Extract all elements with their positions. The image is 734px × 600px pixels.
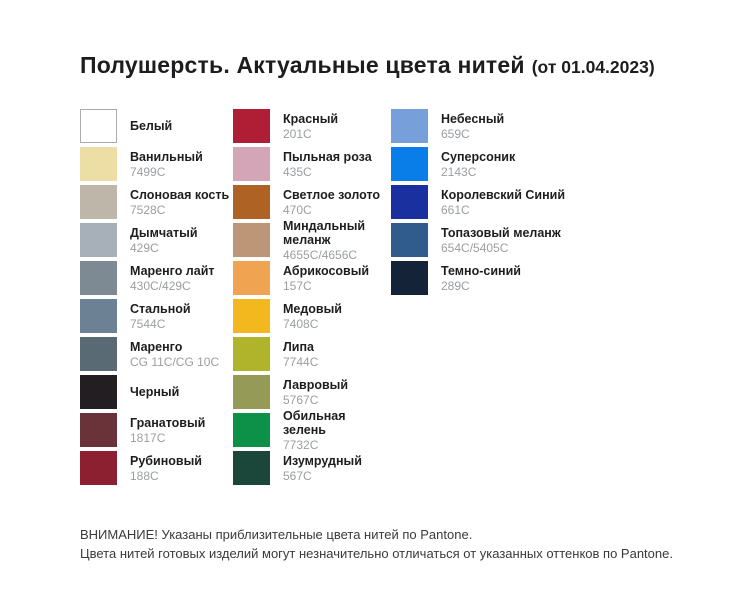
- color-swatch: [233, 261, 270, 295]
- color-column: [233, 107, 391, 487]
- color-swatch: [80, 375, 117, 409]
- color-row: [233, 107, 391, 145]
- color-swatch: [233, 223, 270, 257]
- color-swatch: [233, 375, 270, 409]
- color-label: [441, 226, 561, 255]
- color-row: [391, 221, 681, 259]
- color-name: Медовый: [283, 301, 342, 316]
- color-code: 7744C: [283, 354, 319, 369]
- color-swatch: [391, 261, 428, 295]
- page-title-text: Полушерсть. Актуальные цвета нитей: [80, 52, 525, 78]
- color-code: 7528C: [130, 202, 166, 217]
- color-label: [283, 302, 342, 331]
- color-swatch: [80, 413, 117, 447]
- color-row: [80, 145, 233, 183]
- color-label: [441, 150, 515, 179]
- footer-note: [80, 525, 673, 563]
- color-code: 470C: [283, 202, 312, 217]
- color-label: [130, 150, 203, 179]
- color-code: 5767C: [283, 392, 319, 407]
- color-name: Маренго лайт: [130, 263, 215, 278]
- color-label: [130, 226, 198, 255]
- color-code: CG 11C/CG 10C: [130, 354, 220, 369]
- color-name: Дымчатый: [130, 225, 198, 240]
- color-row: [391, 259, 681, 297]
- color-code: 567C: [283, 468, 312, 483]
- page-title: [80, 52, 655, 79]
- footer-line-1: ВНИМАНИЕ! Указаны приблизительные цвета нитей по Pantone.: [80, 527, 473, 542]
- color-name: Маренго: [130, 339, 183, 354]
- color-swatch: [391, 147, 428, 181]
- color-label: [283, 150, 372, 179]
- color-code: 201C: [283, 126, 312, 141]
- color-row: [391, 183, 681, 221]
- color-name: Стальной: [130, 301, 191, 316]
- color-name: Слоновая кость: [130, 187, 230, 202]
- color-row: [391, 145, 681, 183]
- color-row: [233, 335, 391, 373]
- color-code: 7732C: [283, 437, 319, 452]
- color-row: [80, 183, 233, 221]
- color-row: [80, 221, 233, 259]
- color-row: [80, 411, 233, 449]
- color-name: Суперсоник: [441, 149, 516, 164]
- color-label: [283, 454, 362, 483]
- color-label: [283, 188, 380, 217]
- color-name: Черный: [130, 385, 180, 399]
- color-code: 659C: [441, 126, 470, 141]
- color-row: [80, 107, 233, 145]
- color-code: 7544C: [130, 316, 166, 331]
- color-name: Обильная зелень: [283, 408, 346, 437]
- color-column: [80, 107, 233, 487]
- color-row: [80, 297, 233, 335]
- color-row: [233, 373, 391, 411]
- color-swatch: [233, 413, 270, 447]
- color-code: 430C/429C: [130, 278, 191, 293]
- color-swatch: [80, 147, 117, 181]
- color-row: [233, 297, 391, 335]
- color-row: [233, 408, 391, 452]
- color-swatch: [80, 109, 117, 143]
- color-column: [391, 107, 681, 297]
- color-code: 289C: [441, 278, 470, 293]
- color-label: [283, 112, 338, 141]
- color-label: [441, 188, 565, 217]
- color-name: Гранатовый: [130, 415, 206, 430]
- color-row: [80, 373, 233, 411]
- color-row: [80, 335, 233, 373]
- color-name: Красный: [283, 111, 339, 126]
- color-swatch: [80, 451, 117, 485]
- color-swatch: [80, 185, 117, 219]
- color-code: 1817C: [130, 430, 166, 445]
- color-swatch: [233, 109, 270, 143]
- color-code: 661C: [441, 202, 470, 217]
- color-label: [130, 416, 205, 445]
- color-row: [391, 107, 681, 145]
- color-label: [283, 378, 348, 407]
- color-swatch: [80, 299, 117, 333]
- color-name: Ванильный: [130, 149, 203, 164]
- color-swatch: [80, 223, 117, 257]
- color-code: 157C: [283, 278, 312, 293]
- color-row: [233, 145, 391, 183]
- color-row: [233, 449, 391, 487]
- color-label: [441, 264, 521, 293]
- color-row: [233, 183, 391, 221]
- color-label: [130, 340, 219, 369]
- color-row: [233, 218, 391, 262]
- color-name: Небесный: [441, 111, 505, 126]
- color-grid: [80, 107, 681, 487]
- color-name: Топазовый меланж: [441, 225, 561, 240]
- color-label: [283, 340, 318, 369]
- color-swatch: [80, 337, 117, 371]
- color-label: [283, 219, 391, 262]
- color-code: 435C: [283, 164, 312, 179]
- color-name: Рубиновый: [130, 453, 202, 468]
- color-label: [441, 112, 504, 141]
- color-code: 2143C: [441, 164, 477, 179]
- color-label: [130, 188, 229, 217]
- color-label: [130, 302, 191, 331]
- color-row: [80, 449, 233, 487]
- color-code: 4655C/4656C: [283, 247, 358, 262]
- color-code: 7499C: [130, 164, 166, 179]
- color-swatch: [80, 261, 117, 295]
- color-name: Пыльная роза: [283, 149, 372, 164]
- color-code: 188C: [130, 468, 159, 483]
- color-label: [130, 264, 215, 293]
- page-title-date: (от 01.04.2023): [531, 57, 655, 77]
- color-swatch: [233, 337, 270, 371]
- color-code: 7408C: [283, 316, 319, 331]
- color-swatch: [233, 299, 270, 333]
- color-swatch: [233, 185, 270, 219]
- color-name: Королевский Синий: [441, 187, 566, 202]
- color-name: Изумрудный: [283, 453, 362, 468]
- color-name: Лавровый: [283, 377, 349, 392]
- color-label: [130, 385, 179, 399]
- color-code: 654C/5405C: [441, 240, 509, 255]
- color-name: Белый: [130, 119, 173, 133]
- color-label: [130, 119, 172, 133]
- color-swatch: [233, 451, 270, 485]
- footer-line-2: Цвета нитей готовых изделий могут незначительно отличаться от указанных оттенков по Pantone.: [80, 546, 673, 561]
- color-label: [283, 409, 391, 452]
- color-row: [233, 259, 391, 297]
- color-swatch: [233, 147, 270, 181]
- color-label: [283, 264, 369, 293]
- color-name: Миндальный меланж: [283, 218, 366, 247]
- color-name: Липа: [283, 339, 314, 354]
- color-swatch: [391, 185, 428, 219]
- color-code: 429C: [130, 240, 159, 255]
- color-name: Светлое золото: [283, 187, 381, 202]
- color-label: [130, 454, 202, 483]
- color-swatch: [391, 223, 428, 257]
- color-name: Темно-синий: [441, 263, 521, 278]
- color-row: [80, 259, 233, 297]
- color-name: Абрикосовый: [283, 263, 370, 278]
- color-swatch: [391, 109, 428, 143]
